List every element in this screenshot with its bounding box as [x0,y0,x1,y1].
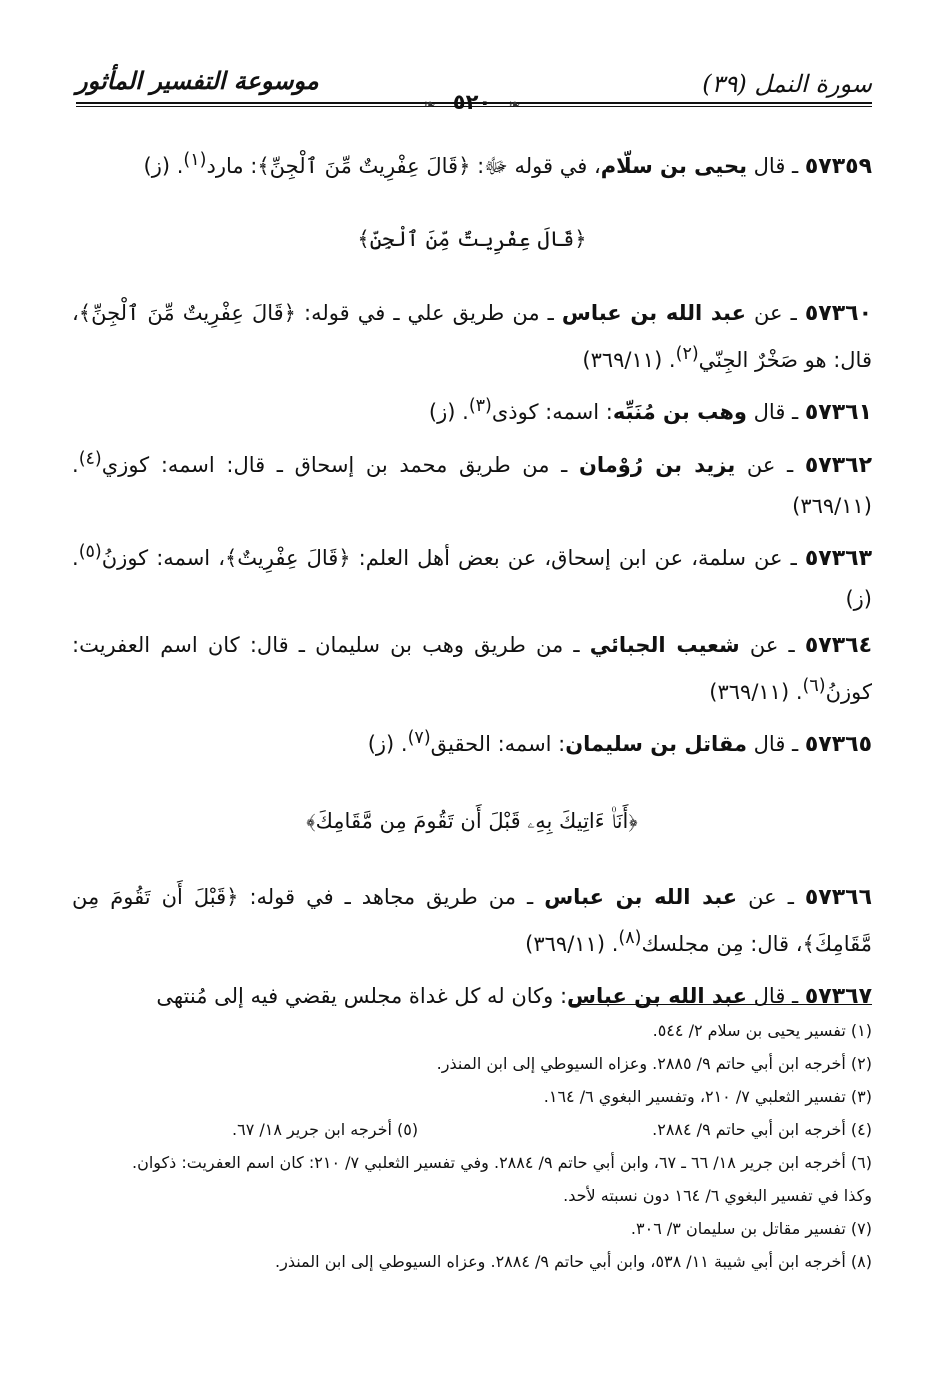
entry: ٥٧٣٦٥ ـ قال مقاتل بن سليمان: اسمه: الحقيق$^{(٧)}$. (ز) [367,728,872,757]
footnote: (٢) أخرجه ابن أبي حاتم ٩/ ٢٨٨٥. وعزاه السيوطي إلى ابن المنذر. [436,1054,872,1073]
footnote: (٤) أخرجه ابن أبي حاتم ٩/ ٢٨٨٤. [652,1120,872,1139]
verse-heading: ﴿أَنَا۠ ءَاتِيكَ بِهِۦ قَبْلَ أَن تَقُومَ مِن مَّقَامِكَ﴾ [306,809,638,833]
entry: ٥٧٣٦٢ ـ عن يزيد بن رُوْمان ـ من طريق محمد بن إسحاق ـ قال: اسمه: كوزي$^{(٤)}$. (٣٦٩/١١) [72,449,872,518]
footnote: (٥) أخرجه ابن جرير ١٨/ ٦٧. [232,1120,419,1139]
ornament-icon: ❧ [423,97,436,113]
main-text [72,140,872,1023]
entry: ٥٧٣٦١ ـ قال وهب بن مُنَبِّه: اسمه: كوذى$^{(٣)}$. (ز) [428,396,872,425]
entry: ٥٧٣٦٤ ـ عن شعيب الجبائي ـ من طريق وهب بن سليمان ـ قال: كان اسم العفريت: كوزنُ$^{(٦)}$. (٣٦٩/١١) [72,633,873,704]
footnote: (٨) أخرجه ابن أبي شيبة ١١/ ٥٣٨، وابن أبي حاتم ٩/ ٢٨٨٤. وعزاه السيوطي إلى ابن المنذر. [275,1252,872,1271]
entry: ٥٧٣٦٣ ـ عن سلمة، عن ابن إسحاق، عن بعض أهل العلم: ﴿قَالَ عِفْرِيتٌ﴾، اسمه: كوزنُ$^{(٥)}$. (ز) [72,542,872,611]
page-number-line [0,90,944,114]
entry: ٥٧٣٦٦ ـ عن عبد الله بن عباس ـ من طريق مجاهد ـ في قوله: ﴿قَبْلَ أَن تَقُومَ مِن مَّقَامِكَ﴾، قال: مِن مجلسك$^{(٨)}$. (٣٦٩/١١) [72,885,873,956]
entry: ٥٧٣٦٧ ـ قال عبد الله بن عباس: وكان له كل غداة مجلس يقضي فيه إلى مُنتهى [156,984,872,1009]
footnote: (٣) تفسير الثعلبي ٧/ ٢١٠، وتفسير البغوي ٦/ ١٦٤. [543,1087,872,1106]
footnote: وكذا في تفسير البغوي ٦/ ١٦٤ دون نسبته لأحد. [563,1186,872,1205]
footnotes [72,1014,872,1278]
footnote-row [72,1113,872,1146]
book-title: موسوعة التفسير المأثور [76,66,319,95]
footnote: (٦) أخرجه ابن جرير ١٨/ ٦٦ ـ ٦٧، وابن أبي حاتم ٩/ ٢٨٨٤. وفي تفسير الثعلبي ٧/ ٢١٠: كان اسم العفريت: ذكوان. [131,1153,872,1172]
footnote: (١) تفسير يحيى بن سلام ٢/ ٥٤٤. [652,1021,872,1040]
ornament-icon: ❧ [508,97,521,113]
page-number: ٥٢٠ [452,90,492,114]
verse-heading: ﴿قَالَ عِفْرِيتٌ مِّنَ ٱلْجِنِّ﴾ [357,227,587,251]
entry: ٥٧٣٦٠ ـ عن عبد الله بن عباس ـ من طريق علي ـ في قوله: ﴿قَالَ عِفْرِيتٌ مِّنَ ٱلْجِنِّ﴾، قال: هو صَخْرٌ الجِنّي$^{(٢)}$. (٣٦٩/١١) [72,301,872,372]
footnote-rule [572,1004,872,1005]
entry: ٥٧٣٥٩ ـ قال يحيى بن سلّام، في قوله ﷻ: ﴿قَالَ عِفْرِيتٌ مِّنَ ٱلْجِنِّ﴾: مارد$^{(١)}$. (ز) [143,150,872,179]
footnote: (٧) تفسير مقاتل بن سليمان ٣/ ٣٠٦. [630,1219,872,1238]
surah-title: سورة النمل (٣٩) [702,70,872,98]
